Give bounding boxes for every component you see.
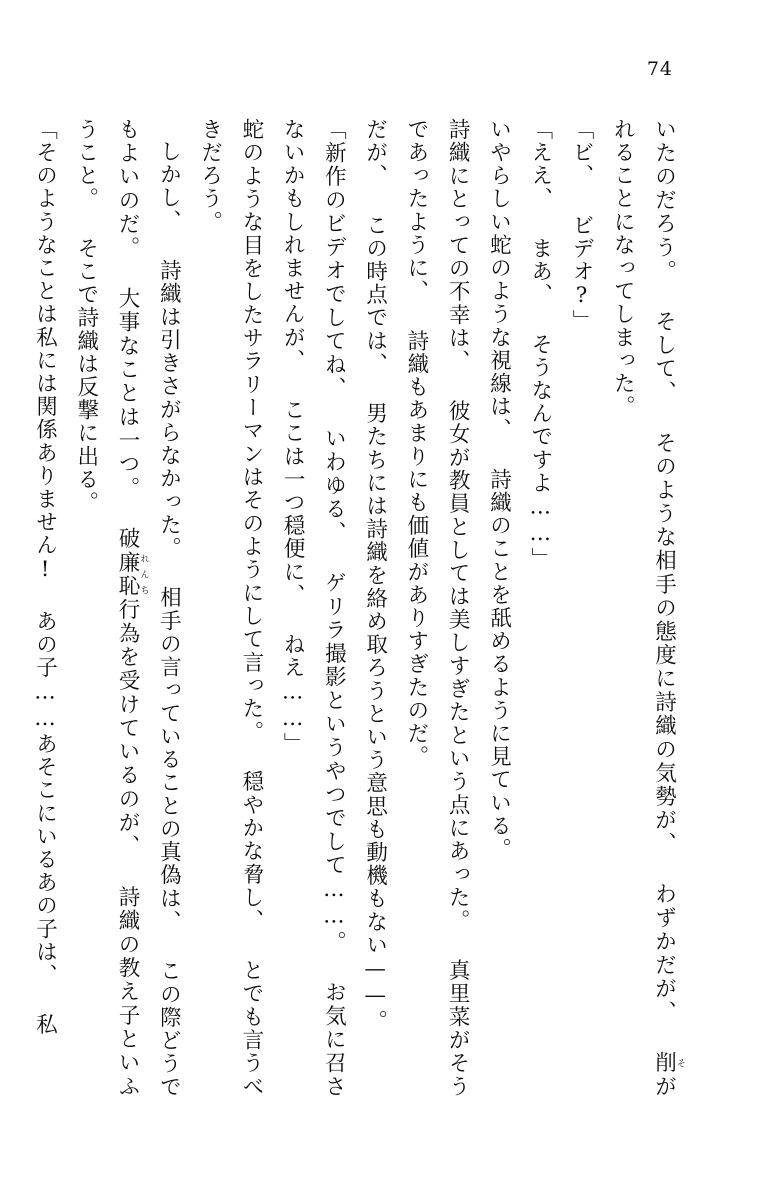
paragraph: だが、 この時点では、 男たちには詩織を絡め取ろうという意思も動機もない——。 (362, 118, 388, 1033)
paragraph: しかし、 詩織は引きさがらなかった。 相手の言っていることの真偽は、 この際どうでもよいのだ。 大事なことは一つ。 破廉恥れんち行為を受けているのが、 詩織の教え子といふうこと。 そこで詩織は反撃に出る。 (73, 118, 182, 1098)
page-number: 74 (646, 58, 673, 80)
paragraph: 「ええ、 まあ、 そうなんですよ……」 (527, 118, 553, 571)
paragraph: いたのだろう。 そして、 そのような相手の態度に詩織の気勢が、 わずかだが、 削そがれることになってしまった。 (610, 118, 685, 1098)
page-body-text (32, 118, 685, 1098)
paragraph: 蛇のような目をしたサラリーマンはそのようにして言った。 穏やかな脅し、 とでも言うべきだろう。 (197, 118, 264, 1098)
paragraph: 「そのようなことは私には関係ありません! あの子……あそこにいるあの子は、 私 (32, 118, 58, 1037)
paragraph: 「新作のビデオでしてね、 いわゆる、 ゲリラ撮影というやつでして……。 お気に召さないかもしれませんが、 ここは一つ穏便に、 ねえ……」 (280, 118, 347, 1098)
paragraph: 「ビ、 ビデオ?」 (568, 118, 594, 333)
paragraph: 詩織にとっての不幸は、 彼女が教員としては美しすぎたという点にあった。 真里菜がそうであったように、 詩織もあまりにも価値がありすぎたのだ。 (403, 118, 471, 1098)
paragraph: いやらしい蛇のような視線は、 詩織のことを舐めるように見ている。 (486, 118, 512, 861)
